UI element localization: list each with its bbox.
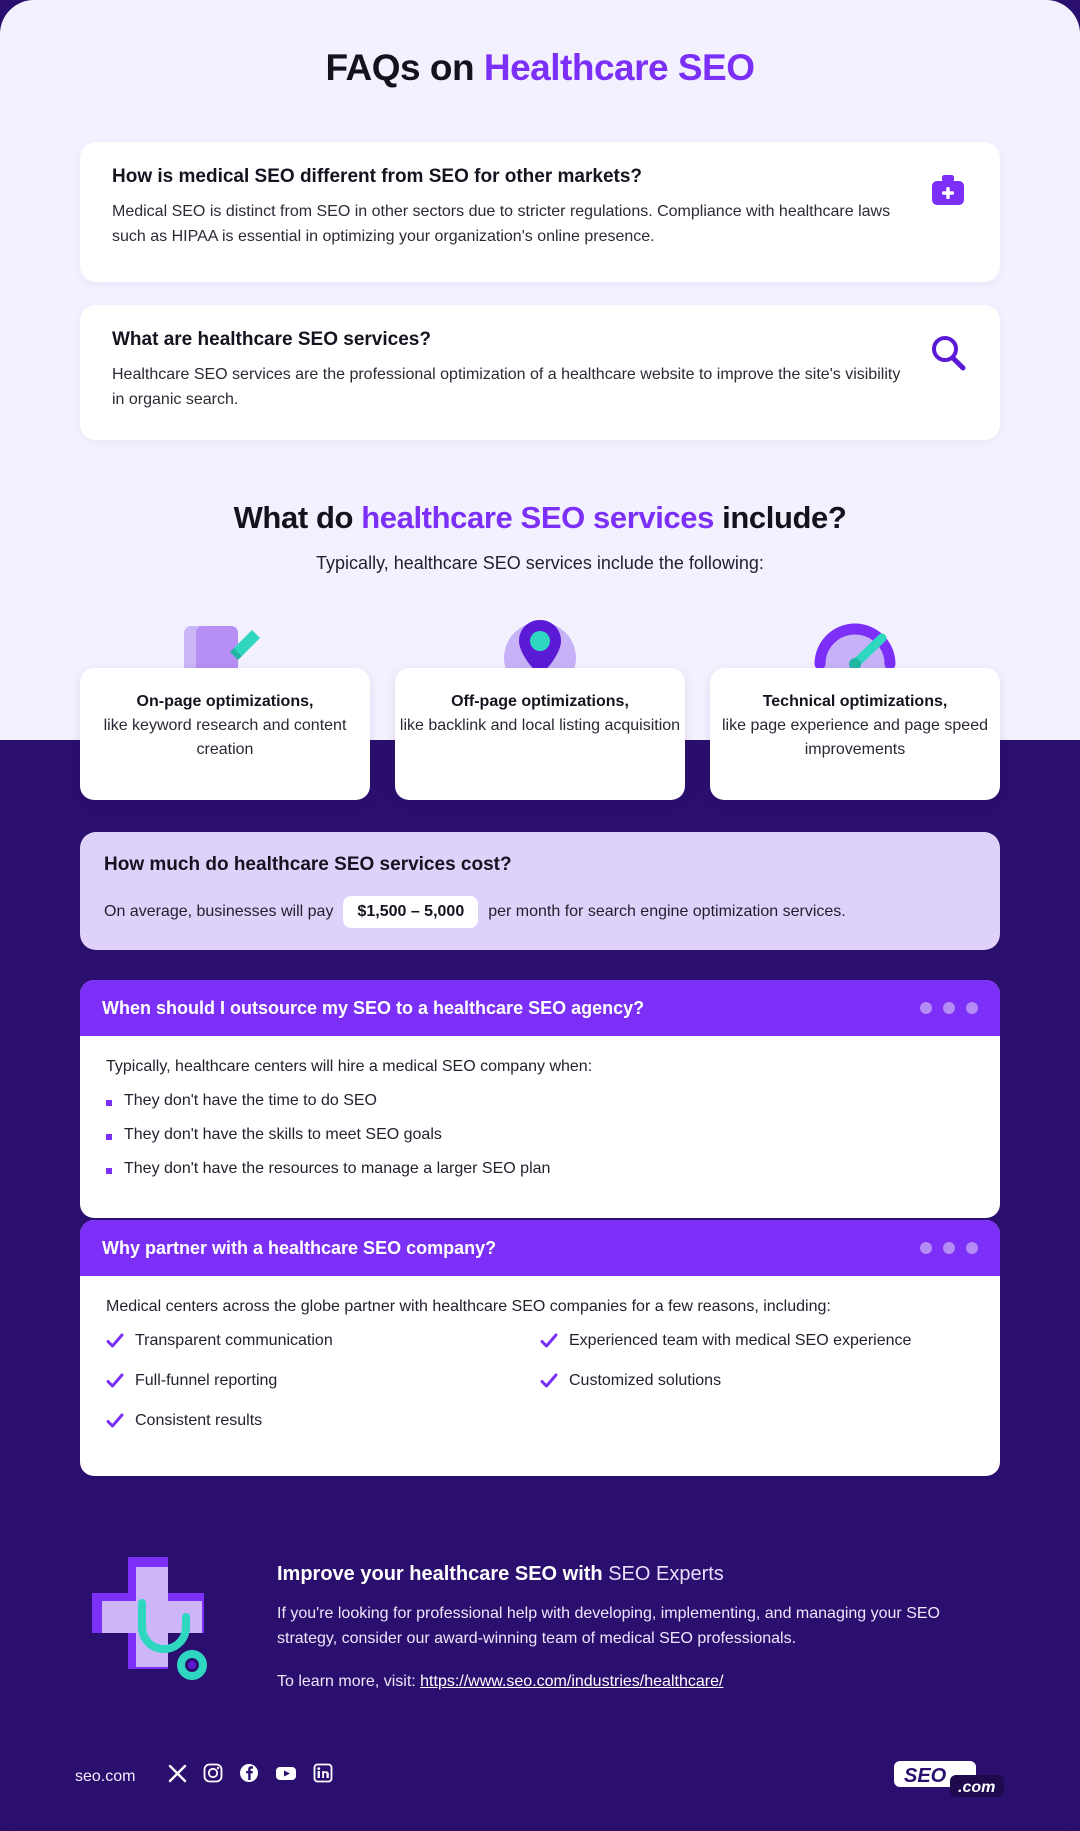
footer-brand: seo.com: [75, 1768, 136, 1785]
list-item-label: They don't have the time to do SEO: [124, 1092, 377, 1109]
outsource-panel: [80, 980, 1000, 1218]
cta-title: [277, 1563, 724, 1586]
faq-answer: Healthcare SEO services are the professional optimization of a healthcare website to improve the site's visibility in organic search.: [112, 366, 901, 408]
list-item: [106, 1372, 540, 1390]
cta-body: If you're looking for professional help with developing, implementing, and managing your SEO strategy, consider our award-winning team of medical SEO professionals.: [277, 1605, 940, 1647]
medical-bag-icon: [926, 168, 970, 212]
cost-answer-post: per month for search engine optimization services.: [488, 903, 846, 920]
list-item: [106, 1160, 974, 1178]
services-heading: [0, 500, 1080, 536]
check-icon: [106, 1372, 124, 1390]
list-item: [106, 1126, 974, 1144]
faq-card[interactable]: [80, 305, 1000, 440]
service-card-desc: like keyword research and content creation: [103, 717, 347, 758]
cost-answer-pre: On average, businesses will pay: [104, 903, 334, 920]
search-icon: [926, 331, 970, 375]
outsource-title: When should I outsource my SEO to a healthcare SEO agency?: [102, 997, 645, 1018]
page-title-plain: FAQs on: [325, 47, 484, 88]
window-dots: [920, 1242, 978, 1254]
check-icon: [106, 1332, 124, 1350]
bullet-square-icon: [106, 1100, 112, 1106]
partner-intro: Medical centers across the globe partner with healthcare SEO companies for a few reasons, including:: [106, 1298, 831, 1315]
service-card-desc: like backlink and local listing acquisition: [399, 717, 681, 734]
list-item: [540, 1332, 974, 1350]
x-icon[interactable]: [168, 1764, 187, 1783]
services-heading-pre: What do: [233, 500, 362, 535]
service-card: [80, 668, 370, 800]
outsource-intro: Typically, healthcare centers will hire a medical SEO company when:: [106, 1058, 593, 1075]
cta-title-light: SEO Experts: [608, 1563, 724, 1585]
list-item: [106, 1332, 540, 1350]
cost-panel: [80, 832, 1000, 950]
cta-link-row: [277, 1673, 723, 1691]
social-links[interactable]: [168, 1763, 333, 1783]
faq-question: What are healthcare SEO services?: [112, 329, 431, 350]
partner-benefits-grid: [106, 1332, 974, 1452]
services-heading-post: include?: [713, 500, 847, 535]
service-card: [710, 668, 1000, 800]
linkedin-icon[interactable]: [313, 1763, 333, 1783]
window-dot: [920, 1242, 932, 1254]
list-item-label: They don't have the skills to meet SEO goals: [124, 1126, 442, 1143]
svg-text:.com: .com: [958, 1779, 996, 1796]
outsource-panel-header: [80, 980, 1000, 1036]
instagram-icon[interactable]: [203, 1763, 223, 1783]
facebook-icon[interactable]: [239, 1763, 259, 1783]
cost-amount-badge: $1,500 – 5,000: [343, 896, 478, 928]
cost-question: How much do healthcare SEO services cost?: [104, 854, 512, 875]
cta-link-pre: To learn more, visit:: [277, 1673, 421, 1690]
window-dot: [943, 1242, 955, 1254]
bullet-square-icon: [106, 1134, 112, 1140]
services-heading-accent: healthcare SEO services: [361, 500, 714, 535]
partner-title: Why partner with a healthcare SEO company?: [102, 1237, 497, 1258]
list-item: [106, 1092, 974, 1110]
window-dot: [966, 1242, 978, 1254]
services-subheading: Typically, healthcare SEO services include the following:: [316, 553, 764, 573]
cta-title-strong: Improve your healthcare SEO with: [277, 1563, 609, 1585]
faq-question: How is medical SEO different from SEO for other markets?: [112, 166, 643, 187]
youtube-icon[interactable]: [275, 1763, 297, 1783]
faq-answer: Medical SEO is distinct from SEO in other sectors due to stricter regulations. Compliance with healthcare laws such as HIPAA is essential in optimizing your organization's online presence.: [112, 203, 891, 245]
check-icon: [540, 1372, 558, 1390]
partner-panel-header: [80, 1220, 1000, 1276]
service-card: [395, 668, 685, 800]
service-card-title: On-page optimizations,: [136, 693, 314, 710]
list-item: [540, 1372, 974, 1390]
list-item-label: Consistent results: [135, 1412, 263, 1429]
window-dot: [920, 1002, 932, 1014]
service-card-title: Technical optimizations,: [762, 693, 948, 710]
list-item-label: They don't have the resources to manage a larger SEO plan: [124, 1160, 551, 1177]
outsource-panel-body: [80, 1036, 1000, 1218]
check-icon: [106, 1412, 124, 1430]
cta-link[interactable]: https://www.seo.com/industries/healthcare/: [420, 1673, 724, 1690]
seo-com-logo: [890, 1757, 1010, 1801]
window-dot: [943, 1002, 955, 1014]
partner-panel-body: [80, 1276, 1000, 1476]
cost-answer: [104, 896, 846, 928]
window-dots: [920, 1002, 978, 1014]
partner-panel: [80, 1220, 1000, 1476]
service-card-title: Off-page optimizations,: [451, 693, 629, 710]
window-dot: [966, 1002, 978, 1014]
list-item-label: Transparent communication: [135, 1332, 333, 1349]
svg-text:SEO: SEO: [904, 1765, 947, 1787]
service-card-desc: like page experience and page speed improvements: [722, 717, 988, 758]
page-title-accent: Healthcare SEO: [483, 47, 755, 88]
list-item-label: Experienced team with medical SEO experience: [569, 1332, 912, 1349]
list-item: [106, 1412, 540, 1430]
bullet-square-icon: [106, 1168, 112, 1174]
medical-cross-stethoscope-icon: [80, 1545, 225, 1690]
check-icon: [540, 1332, 558, 1350]
page-title: [0, 47, 1080, 89]
list-item-label: Full-funnel reporting: [135, 1372, 278, 1389]
faq-card[interactable]: [80, 142, 1000, 282]
list-item-label: Customized solutions: [569, 1372, 722, 1389]
